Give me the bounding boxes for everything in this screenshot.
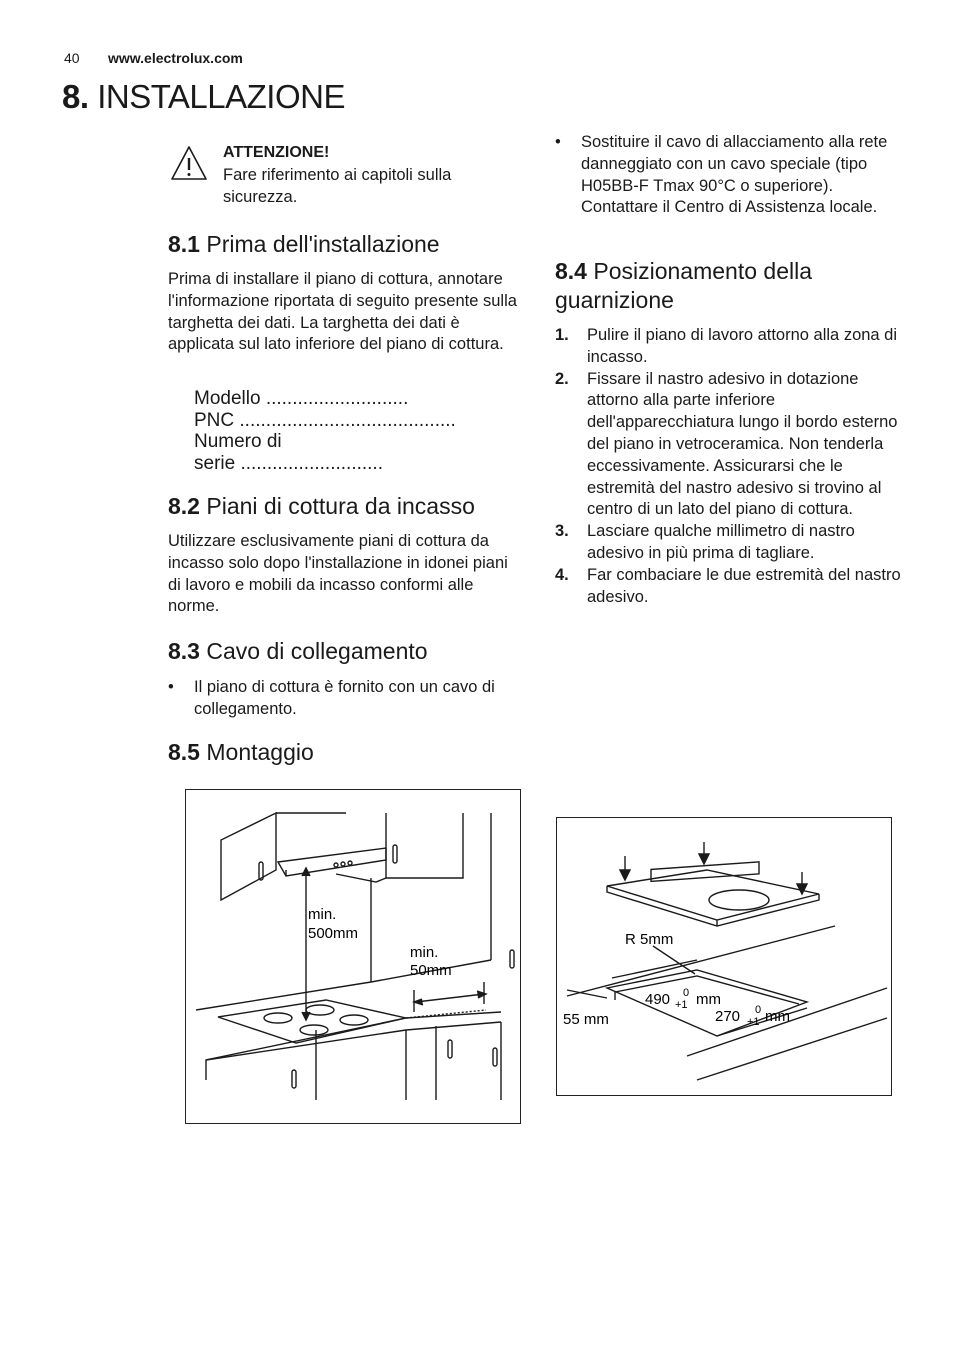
section-8-2-heading [168,492,528,521]
section-number: 8.2 [168,493,200,519]
section-title: Posizionamento della guarnizione [555,258,813,313]
figure-cutout-dimensions [556,817,892,1096]
form-line-pnc: PNC ......................................... [194,409,456,431]
figure-kitchen-clearance [185,789,521,1124]
form-line-serial-a: Numero di [194,431,282,453]
kitchen-illustration [186,790,520,1123]
section-title: Piani di cottura da incasso [206,493,475,519]
step-number: 3. [555,522,569,541]
label-490-sup: 0 [683,987,690,999]
cutout-illustration [557,818,891,1095]
section-number: 8.1 [168,231,200,257]
label-270: 270 [715,1008,741,1025]
step-text: Lasciare qualche millimetro di nastro adesivo in più prima di tagliare. [587,522,855,562]
label-55mm: 55 mm [563,1011,609,1028]
label-50mm: 50mm [410,962,452,979]
section-title: Cavo di collegamento [206,638,428,664]
step-text: Pulire il piano di lavoro attorno alla zona di incasso. [587,326,898,366]
list-item [555,369,905,522]
bullet-icon: • [555,133,561,151]
section-number: 8.3 [168,638,200,664]
section-8-1-heading [168,230,528,259]
step-text: Far combaciare le due estremità del nastro adesivo. [587,565,901,606]
numbered-list [555,325,905,608]
section-8-4-heading [555,257,895,315]
form-line-serial-b: serie ........................... [194,452,383,474]
warning-triangle-icon [169,144,209,182]
list-item-text: Sostituire il cavo di allacciamento alla rete danneggiato con un cavo speciale (tipo H05BB-F Tmax 90°C o superiore). Contattare il Centro di Assistenza locale. [581,133,888,217]
label-r5mm: R 5mm [625,931,674,948]
section-number: 8.5 [168,739,200,765]
list-item [555,521,905,565]
list-item [555,565,905,609]
list-item [555,325,905,369]
label-mm-1: mm [696,991,721,1008]
label-mm-2: mm [765,1008,790,1025]
chapter-title-text: INSTALLAZIONE [97,78,345,115]
warning-text: Fare riferimento ai capitoli sulla sicurezza. [223,166,452,206]
section-8-3-heading [168,637,528,666]
form-line-model: Modello ........................... [194,388,409,409]
label-270-sup: 0 [755,1004,762,1016]
step-number: 4. [555,565,569,584]
bullet-list [555,132,910,219]
warning-title: ATTENZIONE! [223,144,330,161]
section-8-2-body: Utilizzare esclusivamente piani di cottura da incasso solo dopo l'installazione in idonei piani di lavoro e mobili da incasso conformi alle norme. [168,532,508,616]
step-text: Fissare il nastro adesivo in dotazione attorno alla parte inferiore dell'apparecchiatura lungo il bordo esterno del piano in vetroceramica. Non tenderla eccessivamente. Assicurarsi che le estremità del nastro adesivo si trovino al centro di un lato del piano di cottura. [587,369,898,519]
label-min-b: min. [410,944,439,961]
chapter-number: 8. [62,78,89,115]
rating-plate-form [194,388,456,474]
label-500mm: 500mm [308,925,359,942]
section-number: 8.4 [555,258,587,284]
page-number: 40 [64,50,80,66]
label-490-sub: +1 [675,999,688,1011]
section-title: Montaggio [206,739,314,765]
step-number: 1. [555,326,569,344]
list-item-text: Il piano di cottura è fornito con un cavo di collegamento. [194,678,495,718]
step-number: 2. [555,369,569,388]
section-8-5-heading [168,738,528,767]
label-270-sub: +1 [747,1016,760,1028]
bullet-list [168,677,526,721]
label-min-a: min. [308,906,337,923]
label-490: 490 [645,991,671,1008]
section-8-1-body: Prima di installare il piano di cottura, annotare l'informazione riportata di seguito presente sulla targhetta dei dati. La targhetta dei dati è applicata sul lato inferiore del piano di cottura. [168,270,517,354]
chapter-title [62,78,345,116]
section-title: Prima dell'installazione [206,231,440,257]
list-item [555,132,910,219]
header-url[interactable]: www.electrolux.com [108,50,243,66]
bullet-icon: • [168,678,174,696]
list-item [168,677,526,721]
